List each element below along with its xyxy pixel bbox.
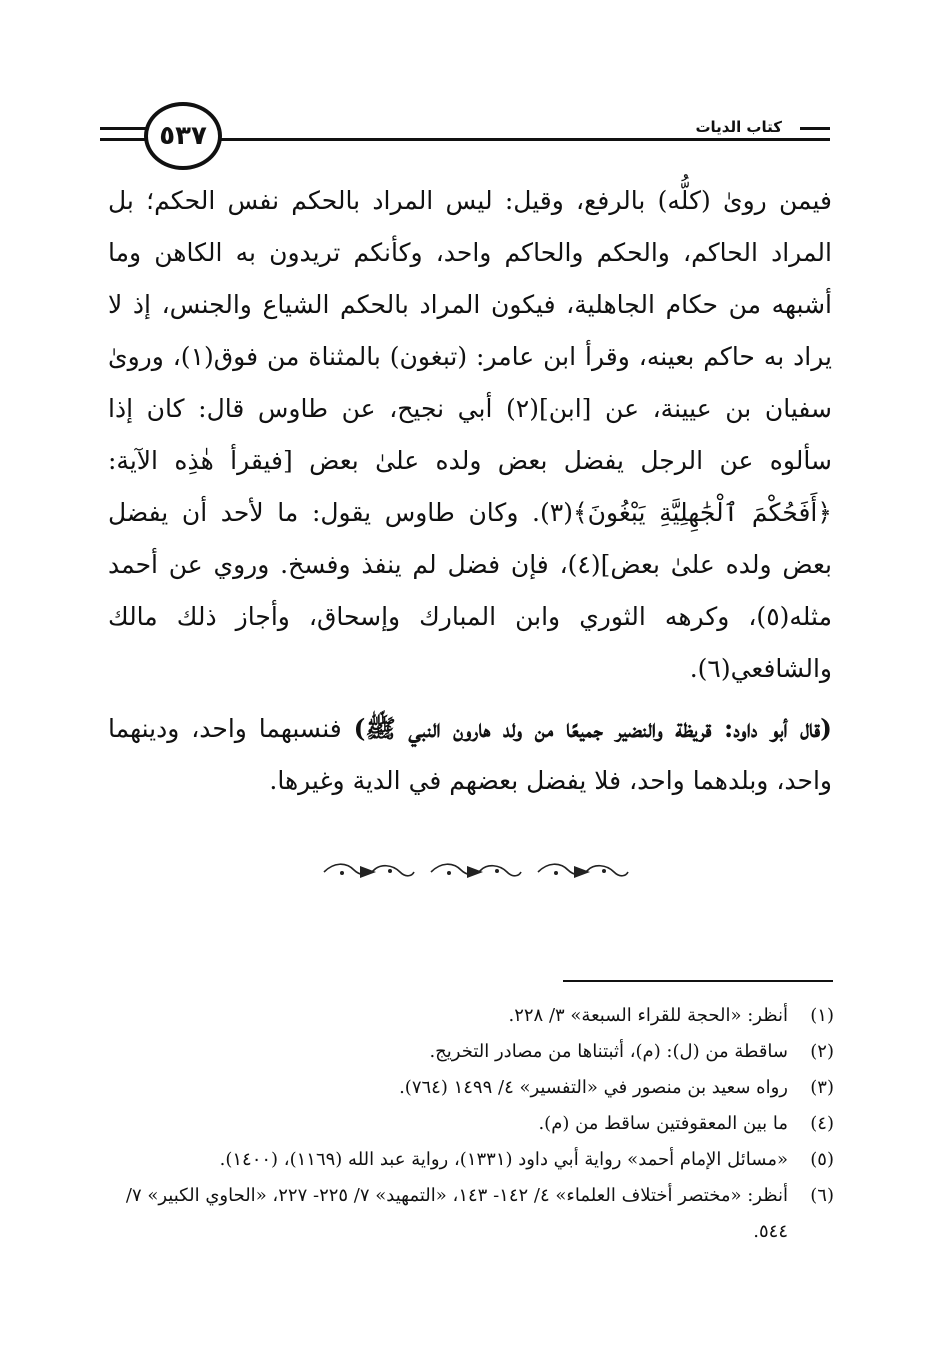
footnote-item (108, 998, 834, 1034)
footnote-item (108, 1106, 834, 1142)
body-paragraph: فيمن روىٰ (كلُّه) بالرفع، وقيل: ليس المراد بالحكم نفس الحكم؛ بل المراد الحاكم، والحكم والحاكم واحد، وكأنكم تريدون به الكاهن وما أشبهه من حكام الجاهلية، فيكون المراد بالحكم الشياع والجنس، إذ لا يراد به حاكم بعينه، وقرأ ابن عامر: (تبغون) بالمثناة من فوق(١)، وروىٰ سفيان بن عيينة، عن [ابن](٢) أبي نجيح، عن طاوس قال: كان إذا سألوه عن الرجل يفضل بعض ولده علىٰ بعض [فيقرأ هٰذِه الآية: ﴿أَفَحُكْمَ ٱلْجَٰهِلِيَّةِ يَبْغُونَ﴾(٣). وكان طاوس يقول: ما لأحد أن يفضل بعض ولده علىٰ بعض](٤)، فإن فضل لم ينفذ وفسخ. وروي عن أحمد مثله(٥)، وكرهه الثوري وابن المبارك وإسحاق، وأجاز ذلك مالك والشافعي(٦). (108, 186, 832, 683)
ornament-flourish-icon (534, 860, 630, 884)
ornament-flourish-icon (427, 860, 523, 884)
paragraph-continuation: فنسبهما واحد، ودينهما واحد، وبلدهما واحد، فلا يفضل بعضهم في الدية وغيرها. (108, 714, 832, 795)
header-rule (800, 127, 830, 130)
running-title: كتاب الديات (687, 118, 790, 136)
footnote-text: أنظر: «مختصر أختلاف العلماء» ٤/ ١٤٢- ١٤٣، «التمهيد» ٧/ ٢٢٥- ٢٢٧، «الحاوي الكبير» ٧/ ٥٤٤. (125, 1185, 788, 1242)
footnote-number: (٤) (810, 1113, 834, 1134)
header-rule (220, 138, 830, 141)
page-number: ٥٣٧ (159, 121, 207, 151)
footnote-text: أنظر: «الحجة للقراء السبعة» ٣/ ٢٢٨. (508, 1005, 788, 1026)
body-paragraph (108, 703, 832, 807)
footnote-item (108, 1034, 834, 1070)
main-text (108, 175, 832, 807)
page-header (100, 100, 830, 180)
footnote-number: (٢) (810, 1041, 834, 1062)
footnote-number: (٦) (810, 1185, 834, 1206)
footnote-item (108, 1142, 834, 1178)
page-number-badge (144, 102, 222, 170)
footnote-number: (٥) (810, 1149, 834, 1170)
ornament-flourish-icon (320, 860, 416, 884)
footnote-number: (١) (810, 1005, 834, 1026)
footnote-item (108, 1070, 834, 1106)
footnote-text: «مسائل الإمام أحمد» رواية أبي داود (١٣٣١)، رواية عبد الله (١١٦٩)، (١٤٠٠). (219, 1149, 788, 1170)
footnote-text: رواه سعيد بن منصور في «التفسير» ٤/ ١٤٩٩ (٧٦٤). (399, 1077, 788, 1098)
quoted-heading: (قال أبو داود: قريظة والنضير جميعًا من ولد هارون النبي ﷺ) (353, 714, 832, 743)
footnote-text: ساقطة من (ل): (م)، أثبتناها من مصادر التخريج. (429, 1041, 788, 1062)
footnote-number: (٣) (810, 1077, 834, 1098)
footnote-text: ما بين المعقوفتين ساقط من (م). (538, 1113, 788, 1134)
footnote-item (108, 1178, 834, 1250)
footnotes (108, 998, 834, 1250)
section-ornament (320, 858, 630, 886)
footnote-separator (563, 980, 833, 982)
